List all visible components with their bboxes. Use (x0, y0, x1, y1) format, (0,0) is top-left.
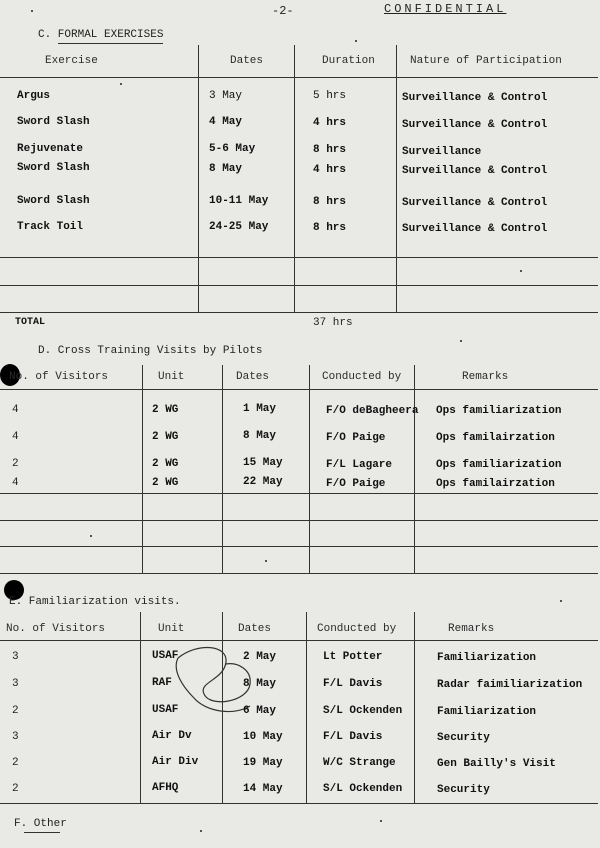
section-c-duration: 4 hrs (313, 117, 347, 129)
section-c-duration: 5 hrs (313, 90, 347, 102)
section-e-header-remarks: Remarks (448, 623, 495, 635)
section-c-title: C. FORMAL EXERCISES (38, 29, 164, 41)
section-f-title: F. Other (14, 818, 67, 830)
section-c-header-exercise: Exercise (45, 55, 98, 67)
section-e-conducted: F/L Davis (323, 731, 383, 743)
section-c-header-nature: Nature of Participation (410, 55, 562, 67)
scan-speck (120, 83, 122, 85)
section-c-duration: 8 hrs (313, 144, 347, 156)
section-d-remarks: Ops familiarization (436, 405, 562, 417)
section-d-conducted: F/O Paige (326, 478, 386, 490)
section-d-visitors: 4 (12, 431, 19, 443)
section-d-remarks: Ops familairzation (436, 478, 555, 490)
section-d-header-visitors: No. of Visitors (9, 371, 109, 383)
section-d-col-divider (222, 365, 223, 574)
section-d-header-dates: Dates (236, 371, 270, 383)
section-c-date: 10-11 May (209, 195, 269, 207)
section-d-col-divider (414, 365, 415, 574)
page-number: -2- (272, 4, 294, 18)
section-c-date: 8 May (209, 163, 243, 175)
section-c-rule (0, 257, 598, 258)
scan-speck (200, 830, 202, 832)
section-c-duration: 4 hrs (313, 164, 347, 176)
scan-speck (355, 40, 357, 42)
section-e-visitors: 3 (12, 731, 19, 743)
section-c-duration: 8 hrs (313, 222, 347, 234)
section-c-nature: Surveillance & Control (402, 197, 548, 209)
scan-speck (265, 560, 267, 562)
section-e-unit: USAF (152, 650, 179, 662)
section-e-remarks: Familiarization (437, 706, 537, 718)
section-e-col-divider (140, 612, 141, 804)
section-e-unit: Air Div (152, 756, 199, 768)
section-e-conducted: W/C Strange (323, 757, 396, 769)
scan-speck (31, 10, 33, 12)
section-e-header-unit: Unit (158, 623, 185, 635)
section-c-total-value: 37 hrs (313, 317, 353, 329)
section-d-unit: 2 WG (152, 458, 179, 470)
section-c-date: 24-25 May (209, 221, 269, 233)
section-c-header-rule (0, 77, 598, 78)
section-e-visitors: 2 (12, 705, 19, 717)
section-e-conducted: F/L Davis (323, 678, 383, 690)
section-e-unit: AFHQ (152, 782, 179, 794)
section-e-conducted: S/L Ockenden (323, 783, 403, 795)
section-e-unit: Air Dv (152, 730, 192, 742)
section-c-nature: Surveillance & Control (402, 165, 548, 177)
section-e-unit: RAF (152, 677, 172, 689)
section-e-conducted: Lt Potter (323, 651, 383, 663)
section-e-remarks: Security (437, 784, 490, 796)
section-c-col-divider (198, 45, 199, 313)
section-d-title: D. Cross Training Visits by Pilots (38, 345, 263, 357)
section-d-header-remarks: Remarks (462, 371, 509, 383)
section-d-remarks: Ops familairzation (436, 432, 555, 444)
section-d-visitors: 2 (12, 458, 19, 470)
section-c-nature: Surveillance & Control (402, 223, 548, 235)
section-d-header-rule (0, 389, 598, 390)
section-c-rule (0, 312, 598, 313)
section-c-exercise: Sword Slash (17, 195, 90, 207)
section-d-date: 22 May (243, 476, 283, 488)
section-d-visitors: 4 (12, 404, 19, 416)
section-c-date: 3 May (209, 90, 243, 102)
section-e-remarks: Familiarization (437, 652, 537, 664)
section-d-date: 15 May (243, 457, 283, 469)
section-d-rule (0, 573, 598, 574)
scan-speck (90, 535, 92, 537)
section-d-unit: 2 WG (152, 477, 179, 489)
section-e-header-conducted: Conducted by (317, 623, 397, 635)
section-c-nature: Surveillance & Control (402, 119, 548, 131)
section-d-conducted: F/L Lagare (326, 459, 393, 471)
section-d-conducted: F/O deBagheera (326, 405, 419, 417)
section-d-col-divider (309, 365, 310, 574)
section-d-header-unit: Unit (158, 371, 185, 383)
section-e-visitors: 3 (12, 651, 19, 663)
section-e-conducted: S/L Ockenden (323, 705, 403, 717)
section-e-col-divider (414, 612, 415, 804)
section-d-date: 8 May (243, 430, 277, 442)
section-e-header-visitors: No. of Visitors (6, 623, 106, 635)
section-c-col-divider (396, 45, 397, 313)
section-c-header-duration: Duration (322, 55, 375, 67)
section-c-exercise: Track Toil (17, 221, 84, 233)
section-c-col-divider (294, 45, 295, 313)
section-e-date: 14 May (243, 783, 283, 795)
scan-speck (380, 820, 382, 822)
section-e-date: 2 May (243, 651, 277, 663)
section-e-remarks: Radar faimiliarization (437, 679, 583, 691)
section-e-remarks: Security (437, 732, 490, 744)
section-c-exercise: Argus (17, 90, 51, 102)
section-c-date: 4 May (209, 116, 243, 128)
section-c-date: 5-6 May (209, 143, 256, 155)
section-e-remarks: Gen Bailly's Visit (437, 758, 556, 770)
section-c-rule (0, 285, 598, 286)
section-c-exercise: Rejuvenate (17, 143, 84, 155)
section-f-title-underline (24, 832, 60, 833)
section-c-exercise: Sword Slash (17, 116, 90, 128)
section-d-header-conducted: Conducted by (322, 371, 402, 383)
scan-speck (460, 340, 462, 342)
section-e-date: 19 May (243, 757, 283, 769)
section-c-total-label: TOTAL (15, 317, 46, 328)
section-d-visitors: 4 (12, 477, 19, 489)
section-e-date: 10 May (243, 731, 283, 743)
section-e-visitors: 2 (12, 783, 19, 795)
section-c-exercise: Sword Slash (17, 162, 90, 174)
classification-marking: CONFIDENTIAL (384, 2, 507, 16)
section-c-nature: Surveillance (402, 146, 482, 158)
section-c-title-underline (58, 43, 163, 44)
scan-speck (520, 270, 522, 272)
section-e-col-divider (306, 612, 307, 804)
section-c-duration: 8 hrs (313, 196, 347, 208)
section-d-conducted: F/O Paige (326, 432, 386, 444)
section-d-unit: 2 WG (152, 404, 179, 416)
section-d-col-divider (142, 365, 143, 574)
section-d-date: 1 May (243, 403, 277, 415)
section-d-rule (0, 520, 598, 521)
section-d-unit: 2 WG (152, 431, 179, 443)
section-e-rule (0, 803, 598, 804)
section-d-rule (0, 546, 598, 547)
section-d-rule (0, 493, 598, 494)
section-c-nature: Surveillance & Control (402, 92, 548, 104)
section-e-header-rule (0, 640, 598, 641)
section-e-visitors: 2 (12, 757, 19, 769)
section-e-title: E. Familiarization visits. (9, 596, 181, 608)
section-e-visitors: 3 (12, 678, 19, 690)
section-c-header-dates: Dates (230, 55, 264, 67)
section-e-date: 8 May (243, 678, 277, 690)
section-e-header-dates: Dates (238, 623, 272, 635)
scan-speck (560, 600, 562, 602)
section-e-date: 6 May (243, 705, 277, 717)
section-e-unit: USAF (152, 704, 179, 716)
section-d-remarks: Ops familiarization (436, 459, 562, 471)
